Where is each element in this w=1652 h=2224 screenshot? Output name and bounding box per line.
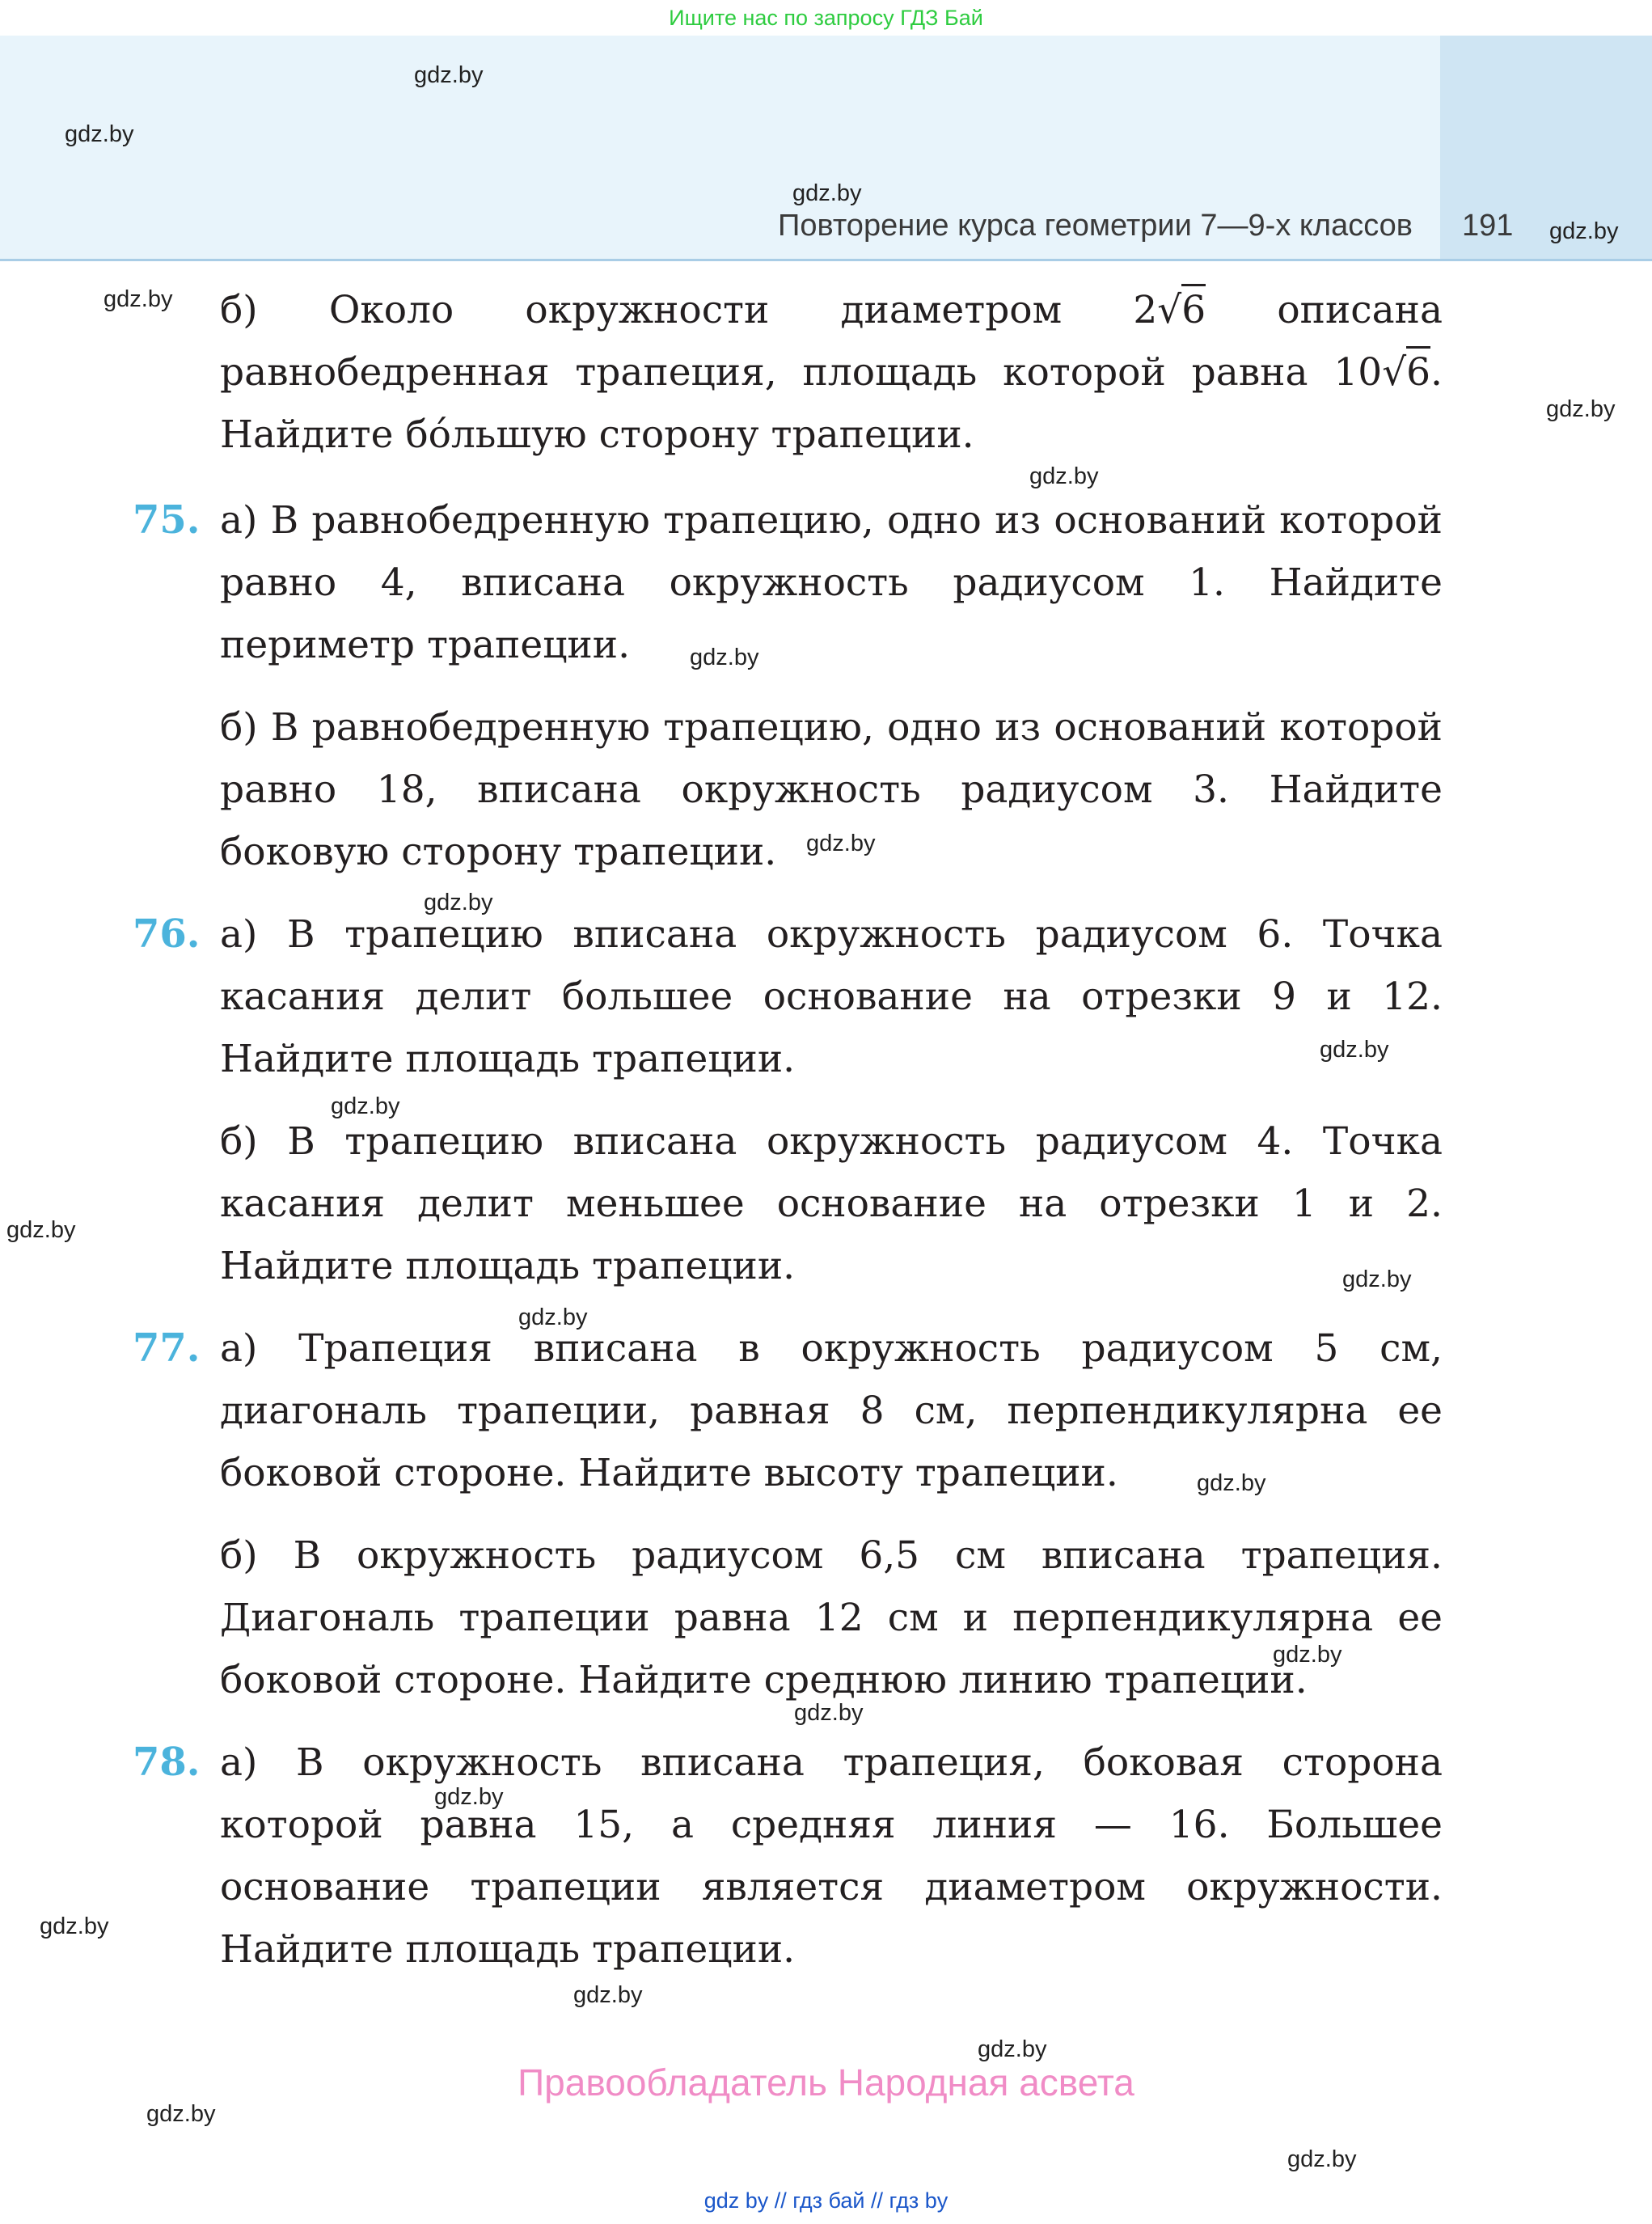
watermark: gdz.by	[1273, 1642, 1342, 1668]
watermark: gdz.by	[1287, 2146, 1357, 2172]
text-segment: Около окружности диаметром	[328, 288, 1134, 332]
copyright-holder: Правообладатель Народная асвета	[518, 2061, 1134, 2103]
problem-number-78: 78.	[133, 1740, 201, 1785]
watermark: gdz.by	[146, 2101, 216, 2127]
watermark: gdz.by	[331, 1093, 400, 1119]
watermark: gdz.by	[104, 286, 173, 312]
watermark: gdz.by	[806, 831, 876, 856]
watermark: gdz.by	[434, 1784, 504, 1810]
problem-76b: б) В трапецию вписана окружность радиусом 4. Точка касания делит меньшее основание на отрезки 1 и 2. Найдите площадь трапеции.	[220, 1119, 1443, 1288]
watermark: gdz.by	[1029, 463, 1099, 489]
banner-text: Ищите нас по запросу ГДЗ Бай	[669, 6, 983, 30]
watermark: gdz.by	[1546, 396, 1616, 422]
watermark: gdz.by	[6, 1217, 76, 1243]
problem-number-75: 75.	[133, 497, 201, 543]
page-header	[0, 36, 1652, 261]
text-segment: описана равнобедренная трапеция, площадь которой равна	[220, 288, 1443, 395]
problem-78a: а) В окружность вписана трапеция, боковая сторона которой равна 15, а средняя линия — 16. Большее основание трапеции является диаметром окружности. Найдите площадь трапеции.	[220, 1740, 1443, 1972]
watermark: gdz.by	[1197, 1470, 1266, 1496]
page-number: 191	[1462, 209, 1514, 243]
problem-76a: а) В трапецию вписана окружность радиусом 6. Точка касания делит большее основание на отрезки 9 и 12. Найдите площадь трапеции.	[220, 912, 1443, 1081]
running-title: Повторение курса геометрии 7—9-х классов	[778, 209, 1413, 243]
problem-77a: а) Трапеция вписана в окружность радиусом 5 см, диагональ трапеции, равная 8 см, перпендикулярна ее боковой стороне. Найдите высоту трапеции.	[220, 1326, 1443, 1495]
watermark: gdz.by	[1549, 218, 1619, 244]
problem-75a: а) В равнобедренную трапецию, одно из оснований которой равно 4, вписана окружность радиусом 1. Найдите периметр трапеции.	[220, 498, 1443, 667]
watermark: gdz.by	[424, 890, 493, 915]
watermark: gdz.by	[690, 645, 759, 670]
watermark: gdz.by	[414, 62, 484, 88]
footer-links[interactable]: gdz by // гдз бай // гдз by	[703, 2188, 949, 2213]
math-10-sqrt-6: 10√6	[1333, 346, 1430, 395]
watermark: gdz.by	[794, 1700, 864, 1726]
part-label: б)	[220, 288, 258, 332]
watermark: gdz.by	[978, 2036, 1047, 2062]
problem-number-76: 76.	[133, 911, 201, 957]
watermark: gdz.by	[1320, 1037, 1389, 1063]
problem-number-77: 77.	[133, 1326, 201, 1371]
problem-74b	[220, 279, 1443, 466]
math-2-sqrt-6: 2√6	[1133, 284, 1206, 332]
problem-75b: б) В равнобедренную трапецию, одно из оснований которой равно 18, вписана окружность радиусом 3. Найдите боковую сторону трапеции.	[220, 705, 1443, 874]
text-segment: . Найдите бóльшую сторону трапеции.	[220, 350, 1443, 457]
watermark: gdz.by	[518, 1304, 588, 1330]
watermark: gdz.by	[40, 1913, 109, 1939]
watermark: gdz.by	[1342, 1266, 1412, 1292]
watermark: gdz.by	[65, 121, 134, 147]
watermark: gdz.by	[573, 1982, 643, 2008]
problem-77b: б) В окружность радиусом 6,5 см вписана трапеция. Диагональ трапеции равна 12 см и перпендикулярна ее боковой стороне. Найдите среднюю линию трапеции.	[220, 1533, 1443, 1702]
top-banner	[0, 0, 1652, 36]
watermark: gdz.by	[792, 180, 862, 206]
